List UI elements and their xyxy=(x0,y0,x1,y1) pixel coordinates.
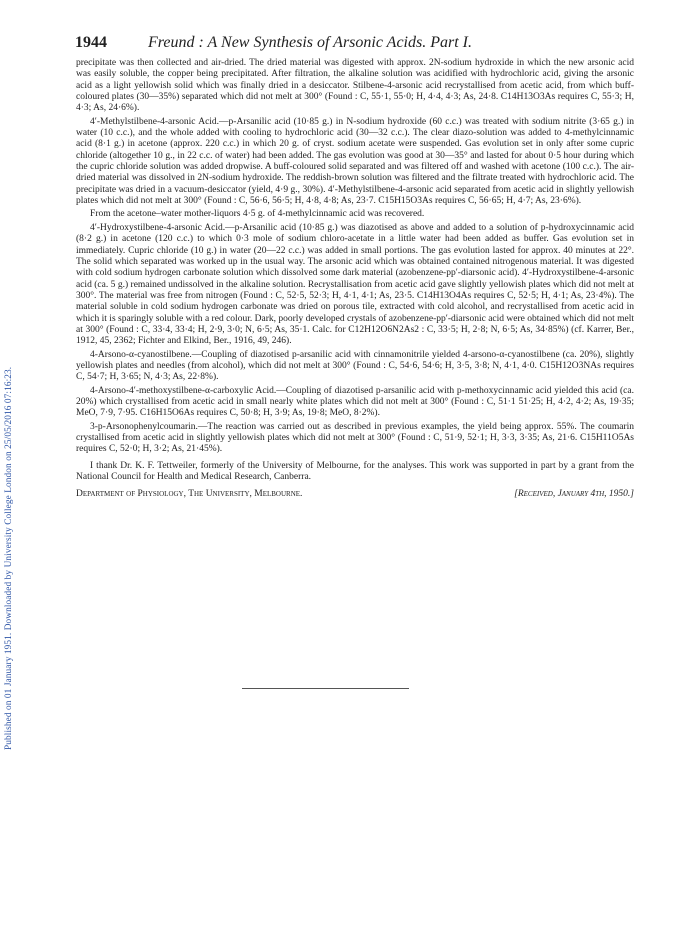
received-date: [Received, January 4th, 1950.] xyxy=(514,489,634,500)
running-title: Freund : A New Synthesis of Arsonic Acids. Part I. xyxy=(148,34,472,51)
paragraph-methoxystilbene: 4-Arsono-4′-methoxystilbene-α-carboxylic Acid.—Coupling of diazotised p-arsanilic acid with p-methoxycinnamic acid yielded this acid (ca. 20%) which crystallised from acetic acid in small nearly white plates which did not melt at 300° (Found : C, 51·1 51·25; H, 4·2, 4·2; As, 19·35; MeO, 7·9, 7·95. C16H15O6As requires C, 50·8; H, 3·9; As, 19·8; MeO, 8·2%). xyxy=(76,385,634,419)
affiliation: Department of Physiology, The University, Melbourne. xyxy=(76,489,303,500)
download-watermark xyxy=(2,170,16,770)
end-rule xyxy=(242,688,409,689)
paragraph-continuation: precipitate was then collected and air-dried. The dried material was digested with approx. 2N-sodium hydroxide in which the new arsonic acid was easily soluble, the copper being precipitated. After filtration, the alkaline solution was acidified with hydrochloric acid, giving the arsonic acid as a light yellowish solid which was finally dried in a desiccator. Stilbene-4-arsonic acid recrystallised from acetic acid, from which buff-coloured plates (30—35%) separated which did not melt at 300° (Found : C, 55·1, 55·0; H, 4·4, 4·3; As, 24·8. C14H13O3As requires C, 55·3; H, 4·3; As, 24·6%). xyxy=(76,58,634,114)
paragraph-cyanostilbene: 4-Arsono-α-cyanostilbene.—Coupling of diazotised p-arsanilic acid with cinnamonitrile yielded 4-arsono-α-cyanostilbene (ca. 20%), slightly yellowish plates and needles (from alcohol), which did not melt at 300° (Found : C, 54·6, 54·6; H, 3·5, 3·8; N, 4·1, 4·0. C15H12O3NAs requires C, 54·7; H, 3·65; N, 4·3; As, 22·8%). xyxy=(76,349,634,383)
acknowledgement: I thank Dr. K. F. Tettweiler, formerly of the University of Melbourne, for the analyses. This work was supported in part by a grant from the National Council for Health and Medical Research, Canberra. xyxy=(76,460,634,483)
running-header xyxy=(75,34,635,56)
article-footer xyxy=(76,489,634,500)
paragraph-recovery: From the acetone–water mother-liquors 4·5 g. of 4-methylcinnamic acid was recovered. xyxy=(90,209,425,220)
paragraph-coumarin: 3-p-Arsonophenylcoumarin.—The reaction was carried out as described in previous examples, the yield being approx. 55%. The coumarin crystallised from acetic acid in slightly yellowish plates which did not melt at 300° (Found : C, 51·9, 52·1; H, 3·3, 3·35; As, 21·6. C15H11O5As requires C, 52·0; H, 3·2; As, 21·45%). xyxy=(76,421,634,455)
download-notice: Published on 01 January 1951. Downloaded by University College London on 25/05/2016 07:16:23. xyxy=(4,366,14,750)
page-number: 1944 xyxy=(75,34,107,51)
article-body xyxy=(76,58,634,501)
paragraph-methylstilbene: 4′-Methylstilbene-4-arsonic Acid.—p-Arsanilic acid (10·85 g.) in N-sodium hydroxide (60 c.c.) was treated with sodium nitrite (3·65 g.) in water (10 c.c.), and the whole added with cooling to hydrochloric acid (30—32 c.c.). The clear diazo-solution was added to 4-methylcinnamic acid (8·1 g.) in acetone (approx. 220 c.c.) in which 20 g. of cryst. sodium acetate were suspended. Gas evolution set in only after some cupric chloride (altogether 10 g., in 22 c.c. of water) had been added. The gas evolution was good at 30—35° and lasted for about 0·5 hour during which the cupric chloride solution was added dropwise. A buff-coloured solid separated and was filtered off and washed with acetone (100 c.c.). The air-dried material was dissolved in 2N-sodium hydroxide. The reddish-brown solution was filtered and the filtrate treated with hydrochloric acid. The precipitate was dried in a vacuum-desiccator (yield, 4·9 g., 30%). 4′-Methylstilbene-4-arsonic acid separated from acetic acid in slightly yellowish plates which did not melt at 300° (Found : C, 56·6, 56·5; H, 4·8, 4·8; As, 23·7. C15H15O3As requires C, 56·65; H, 4·7; As, 23·6%). xyxy=(76,116,634,207)
paragraph-hydroxystilbene: 4′-Hydroxystilbene-4-arsonic Acid.—p-Arsanilic acid (10·85 g.) was diazotised as above and added to a solution of p-hydroxycinnamic acid (8·2 g.) in acetone (120 c.c.) to which 0·3 mole of sodium chloro-acetate in a little water had been added as buffer. Gas evolution set in immediately. Cupric chloride (10 g.) in water (20—22 c.c.) was added in small portions. The gas evolution lasted for approx. 40 minutes at 22°. The solid which separated was worked up in the usual way. The arsonic acid which was obtained contained nitrogenous material. It was digested with cold sodium hydrogen carbonate solution which dissolved some dark material (azobenzene-pp′-diarsonic acid). 4′-Hydroxystilbene-4-arsonic acid (ca. 5 g.) remained undissolved in the alkaline solution. Recrystallisation from acetic acid gave slightly yellowish plates which did not melt at 300°. The material was free from nitrogen (Found : C, 52·5, 52·3; H, 4·1, 4·1; As, 23·5. C14H13O4As requires C, 52·5; H, 4·1; As, 23·4%). The material soluble in cold sodium hydrogen carbonate was dried on porous tile, extracted with cold alcohol, and recrystallised from acetic acid in which it is sparingly soluble with a red colour. Dark, poorly developed crystals of azobenzene-pp′-diarsonic acid were obtained which did not melt at 300° (Found : C, 33·4, 33·4; H, 2·9, 3·0; N, 6·5; As, 35·1. Calc. for C12H12O6N2As2 : C, 33·5; H, 2·8; N, 6·5; As, 34·85%) (cf. Karrer, Ber., 1912, 45, 2362; Fichter and Elkind, Ber., 1916, 49, 246). xyxy=(76,222,634,347)
